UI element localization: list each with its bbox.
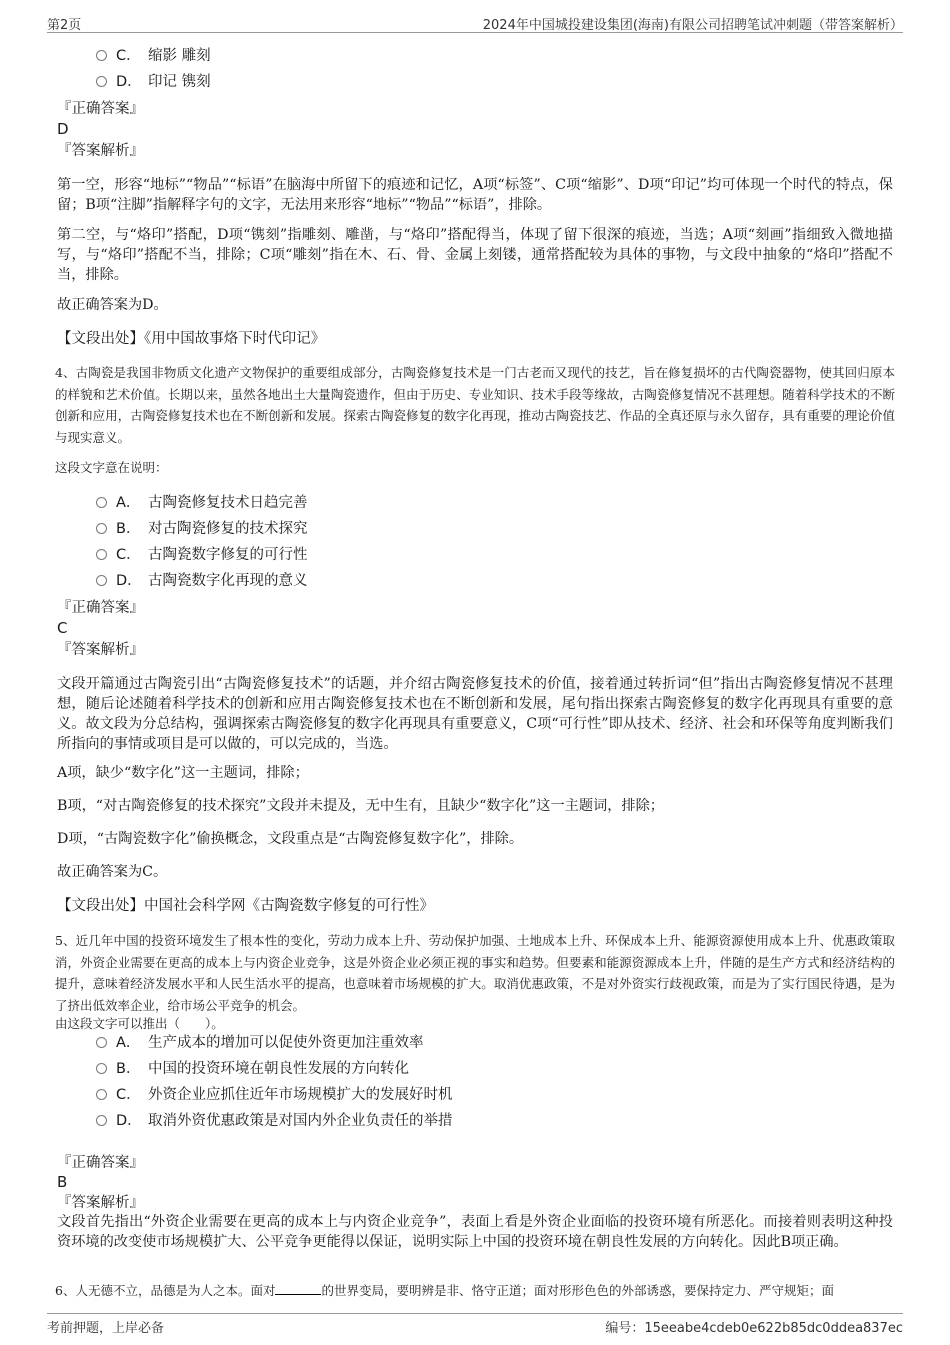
radio-button-icon[interactable] <box>96 575 107 586</box>
q5-analysis-paragraph: 文段首先指出“外资企业需要在更高的成本上与内资企业竞争”，表面上看是外资企业面临的投资环境有所恶化。而接着则表明这种投资环境的改变使市场规模扩大、公平竞争更能得以保证，说明实际上中国的投资环境在朝良性发展的方向转化。因此B项正确。 <box>57 1214 893 1250</box>
q4-analysis-option-d: D项，“古陶瓷数字化”偷换概念，文段重点是“古陶瓷修复数字化”，排除。 <box>57 831 524 847</box>
q3-source: 【文段出处】《用中国故事烙下时代印记》 <box>57 331 326 347</box>
q3-conclusion: 故正确答案为D。 <box>57 297 168 313</box>
radio-button-icon[interactable] <box>96 523 107 534</box>
q5-answer-label: 『正确答案』 <box>57 1155 144 1171</box>
q4-answer-label: 『正确答案』 <box>57 600 144 616</box>
radio-button-icon[interactable] <box>96 76 107 87</box>
q4-analysis-option-b: B项，“对古陶瓷修复的技术探究”文段并未提及，无中生有，且缺少“数字化”这一主题词，排除； <box>57 798 664 814</box>
page-footer <box>47 1313 903 1334</box>
fill-in-blank <box>275 1294 321 1295</box>
radio-button-icon[interactable] <box>96 1089 107 1100</box>
page-header <box>47 14 903 33</box>
q4-option-b[interactable]: B． 对古陶瓷修复的技术探究 <box>96 518 308 540</box>
q4-analysis-option-a: A项，缺少“数字化”这一主题词，排除； <box>57 765 309 781</box>
q3-analysis-paragraph: 第二空，与“烙印”搭配，D项“镌刻”指雕刻、雕凿，与“烙印”搭配得当，体现了留下很深的痕迹，当选；A项“刻画”指细致入微地描写，与“烙印”搭配不当，排除；C项“雕刻”指在木、石、骨、金属上刻镂，通常搭配较为具体的事物，与文段中抽象的“烙印”搭配不当，排除。 <box>57 227 893 283</box>
document-title: 2024年中国城投建设集团(海南)有限公司招聘笔试冲刺题（带答案解析） <box>482 18 903 33</box>
q3-option-d[interactable]: D． 印记 镌刻 <box>96 71 211 93</box>
footer-slogan: 考前押题，上岸必备 <box>47 1321 165 1336</box>
radio-button-icon[interactable] <box>96 1037 107 1048</box>
q4-source: 【文段出处】中国社会科学网《古陶瓷数字修复的可行性》 <box>57 898 434 914</box>
q3-answer: D <box>57 120 69 138</box>
q5-option-b[interactable]: B． 中国的投资环境在朝良性发展的方向转化 <box>96 1058 409 1080</box>
q4-answer: C <box>57 619 68 637</box>
q4-analysis-label: 『答案解析』 <box>57 642 144 658</box>
radio-button-icon[interactable] <box>96 497 107 508</box>
q5-option-a[interactable]: A． 生产成本的增加可以促使外资更加注重效率 <box>96 1032 424 1054</box>
q3-analysis-label: 『答案解析』 <box>57 143 144 159</box>
q4-option-c[interactable]: C． 古陶瓷数字修复的可行性 <box>96 544 308 566</box>
q5-option-c[interactable]: C． 外资企业应抓住近年市场规模扩大的发展好时机 <box>96 1084 453 1106</box>
q4-prompt: 这段文字意在说明： <box>55 460 168 475</box>
q3-analysis-paragraph: 第一空，形容“地标”“物品”“标语”在脑海中所留下的痕迹和记忆，A项“标签”、C项“缩影”、D项“印记”均可体现一个时代的特点，保留；B项“注脚”指解释字句的文字，无法用来形容“地标”“物品”“标语”，排除。 <box>57 177 893 213</box>
q4-analysis-paragraph: 文段开篇通过古陶瓷引出“古陶瓷修复技术”的话题，并介绍古陶瓷修复技术的价值，接着通过转折词“但”指出古陶瓷修复情况不甚理想，随后论述随着科学技术的创新和应用古陶瓷修复技术也在不断创新和发展，尾句指出探索古陶瓷修复的数字化再现具有重要的意义。故文段为分总结构，强调探索古陶瓷修复的数字化再现具有重要意义，C项“可行性”即从技术、经济、社会和环保等角度判断我们所指向的事情或项目是可以做的，可以完成的，当选。 <box>57 676 893 752</box>
radio-button-icon[interactable] <box>96 1063 107 1074</box>
q6-question-text: 6、人无德不立，品德是为人之本。面对 的世界变局，要明辨是非、恪守正道；面对形形色色的外部诱惑，要保持定力、严守规矩；面 <box>55 1283 834 1298</box>
q4-option-a[interactable]: A． 古陶瓷修复技术日趋完善 <box>96 492 308 514</box>
radio-button-icon[interactable] <box>96 1115 107 1126</box>
q3-answer-label: 『正确答案』 <box>57 101 144 117</box>
radio-button-icon[interactable] <box>96 549 107 560</box>
q4-option-d[interactable]: D． 古陶瓷数字化再现的意义 <box>96 570 308 592</box>
q5-option-d[interactable]: D． 取消外资优惠政策是对国内外企业负责任的举措 <box>96 1110 453 1132</box>
q4-conclusion: 故正确答案为C。 <box>57 864 168 880</box>
q5-analysis-label: 『答案解析』 <box>57 1195 144 1211</box>
q5-answer: B <box>57 1173 68 1191</box>
q3-option-c[interactable]: C． 缩影 雕刻 <box>96 45 211 67</box>
q5-prompt: 由这段文字可以推出（ ）。 <box>55 1016 224 1031</box>
document-code: 编号：15eeabe4cdeb0e622b85dc0ddea837ec <box>605 1321 903 1336</box>
q5-question-text: 5、近几年中国的投资环境发生了根本性的变化，劳动力成本上升、劳动保护加强、土地成本上升、环保成本上升、能源资源使用成本上升、优惠政策取消，外资企业需要在更高的成本上与内资企业竞争，这是外资企业必须正视的事实和趋势。但要素和能源资源成本上升，伴随的是生产方式和经济结构的提升，意味着经济发展水平和人民生活水平的提高，也意味着市场规模的扩大。取消优惠政策，不是对外资实行歧视政策，而是为了实行国民待遇，是为了挤出低效率企业，给市场公平竞争的机会。 <box>55 933 895 1013</box>
page-number: 第2页 <box>47 18 82 33</box>
radio-button-icon[interactable] <box>96 50 107 61</box>
q4-question-text: 4、古陶瓷是我国非物质文化遗产文物保护的重要组成部分，古陶瓷修复技术是一门古老而又现代的技艺，旨在修复损坏的古代陶瓷器物，使其回归原本的样貌和艺术价值。长期以来，虽然各地出土大量陶瓷遗作，但由于历史、专业知识、技术手段等缘故，古陶瓷修复情况不甚理想。随着科学技术的不断创新和应用，古陶瓷修复技术也在不断创新和发展。探索古陶瓷修复的数字化再现，推动古陶瓷技艺、作品的全真还原与永久留存，具有重要的理论价值与现实意义。 <box>55 365 895 445</box>
